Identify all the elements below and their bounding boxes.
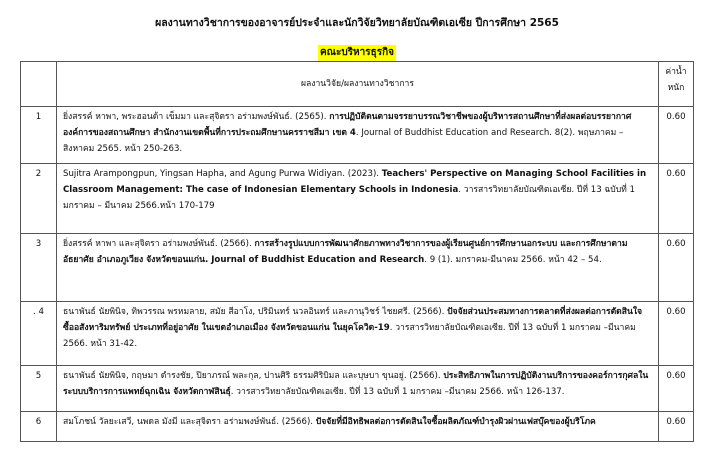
citation-source: . วารสารวิทยาลัยบัณฑิตเอเซีย. ปีที่ 13 ฉบับที่ 1 มกราคม –มีนาคม 2566. หน้า 31-42. <box>63 323 636 349</box>
citation-cell <box>57 412 659 442</box>
table-row <box>21 366 694 412</box>
table-row <box>21 107 694 164</box>
citation-authors: สมโภชน์ วัลยะเสวี, นพดล มังมี และสุจิตรา อร่ามพงษ์พันธ์. (2566). <box>63 417 316 427</box>
citation-title: ประสิทธิภาพในการปฏิบัติงานบริการของคอร์การกุศลในระบบบริการการแพทย์ฉุกเฉิน จังหวัดกาฬสินธุ์ <box>63 371 649 397</box>
citation-cell <box>57 234 659 302</box>
header-weight: ค่าน้ำหนัก <box>659 62 694 107</box>
citation-authors: ยิ่งสรรค์ หาพา, พระฮอนด้า เข็มมา และสุจิตรา อร่ามพงษ์พันธ์. (2565). <box>63 112 330 122</box>
subtitle-wrap <box>0 40 714 61</box>
row-number: 1 <box>21 107 57 164</box>
row-number: 5 <box>21 366 57 412</box>
table-row <box>21 234 694 302</box>
publications-table <box>20 61 694 442</box>
weight-value: 0.60 <box>659 412 694 442</box>
citation-source: . วารสารวิทยาลัยบัณฑิตเอเซีย. ปีที่ 13 ฉบับที่ 1 มกราคม – มีนาคม 2566.หน้า 170-179 <box>63 185 636 211</box>
table-row <box>21 412 694 442</box>
citation-authors: Sujitra Arampongpun, Yingsan Hapha, and Agung Purwa Widiyan. (2023). <box>63 169 382 179</box>
table-header-row <box>21 62 694 107</box>
citation-title: การปฏิบัติตนตามจรรยาบรรณวิชาชีพของผู้บริหารสถานศึกษาที่ส่งผลต่อบรรยากาศองค์การของสถานศึกษา สำนักงานเขตพื้นที่การประถมศึกษานครราชสีมา เขต 4 <box>63 112 632 138</box>
weight-value: 0.60 <box>659 302 694 366</box>
citation-cell <box>57 366 659 412</box>
row-number: . 4 <box>21 302 57 366</box>
weight-value: 0.60 <box>659 366 694 412</box>
row-number: 2 <box>21 164 57 234</box>
citation-cell <box>57 164 659 234</box>
citation-title: ปัจจัยที่มีอิทธิพลต่อการตัดสินใจซื้อผลิตภัณฑ์บำรุงผิวผ่านเฟสบุ๊คของผู้บริโภค <box>315 417 596 427</box>
citation-title: ปัจจัยส่วนประสมทางการตลาดที่ส่งผลต่อการตัดสินใจซื้ออสังหาริมทรัพย์ ประเภทที่อยู่อาศัย ในเขตอำเภอเมือง จังหวัดขอนแก่น ในยุคโควิด-19 <box>63 307 643 333</box>
citation-authors: ธนาพันธ์ นัยพินิจ, ทิพวรรณ พรหมลาย, สมัย สีอาโง, ปริมินทร์ นวลอินทร์ และภานุวิชร์ ไชยศรี. (2566). <box>63 307 448 317</box>
document-title: ผลงานทางวิชาการของอาจารย์ประจำและนักวิจัยวิทยาลัยบัณฑิตเอเซีย ปีการศึกษา 2565 <box>155 17 559 29</box>
table-row <box>21 302 694 366</box>
row-number: 6 <box>21 412 57 442</box>
citation-authors: ธนาพันธ์ นัยพินิจ, กฤษมา ดำรงชัย, ปิยาภรณ์ พละกุล, ปานศิริ ธรรมศิริบิมล และบุษบา ขุนอยู่. (2566). <box>63 371 444 381</box>
citation-cell <box>57 107 659 164</box>
weight-value: 0.60 <box>659 107 694 164</box>
weight-value: 0.60 <box>659 234 694 302</box>
table-row <box>21 164 694 234</box>
header-works: ผลงานวิจัย/ผลงานทางวิชาการ <box>57 62 659 107</box>
row-number: 3 <box>21 234 57 302</box>
citation-authors: ยิ่งสรรค์ หาพา และสุจิตรา อร่ามพงษ์พันธ์. (2566). <box>63 239 255 249</box>
citation-source: . วารสารวิทยาลัยบัณฑิตเอเซีย. ปีที่ 13 ฉบับที่ 1 มกราคม –มีนาคม 2566. หน้า 126-137. <box>230 387 565 397</box>
header-no <box>21 62 57 107</box>
citation-source: . Journal of Buddhist Education and Research. 8(2). พฤษภาคม – สิงหาคม 2565. หน้า 250-263. <box>63 128 624 154</box>
citation-source: . 9 (1). มกราคม-มีนาคม 2566. หน้า 42 – 54. <box>424 255 602 265</box>
faculty-subtitle: คณะบริหารธุรกิจ <box>318 45 396 61</box>
weight-value: 0.60 <box>659 164 694 234</box>
citation-title: Teachers' Perspective on Managing School Facilities in Classroom Management: The case of Indonesian Elementary Schools in Indonesia <box>63 169 647 195</box>
citation-cell <box>57 302 659 366</box>
citation-title: การสร้างรูปแบบการพัฒนาศักยภาพทางวิชาการของผู้เรียนศูนย์การศึกษานอกระบบ และการศึกษาตามอัธยาศัย อำเภอภูเวียง จังหวัดขอนแก่น. Journal of Buddhist Education and Research <box>63 239 628 265</box>
